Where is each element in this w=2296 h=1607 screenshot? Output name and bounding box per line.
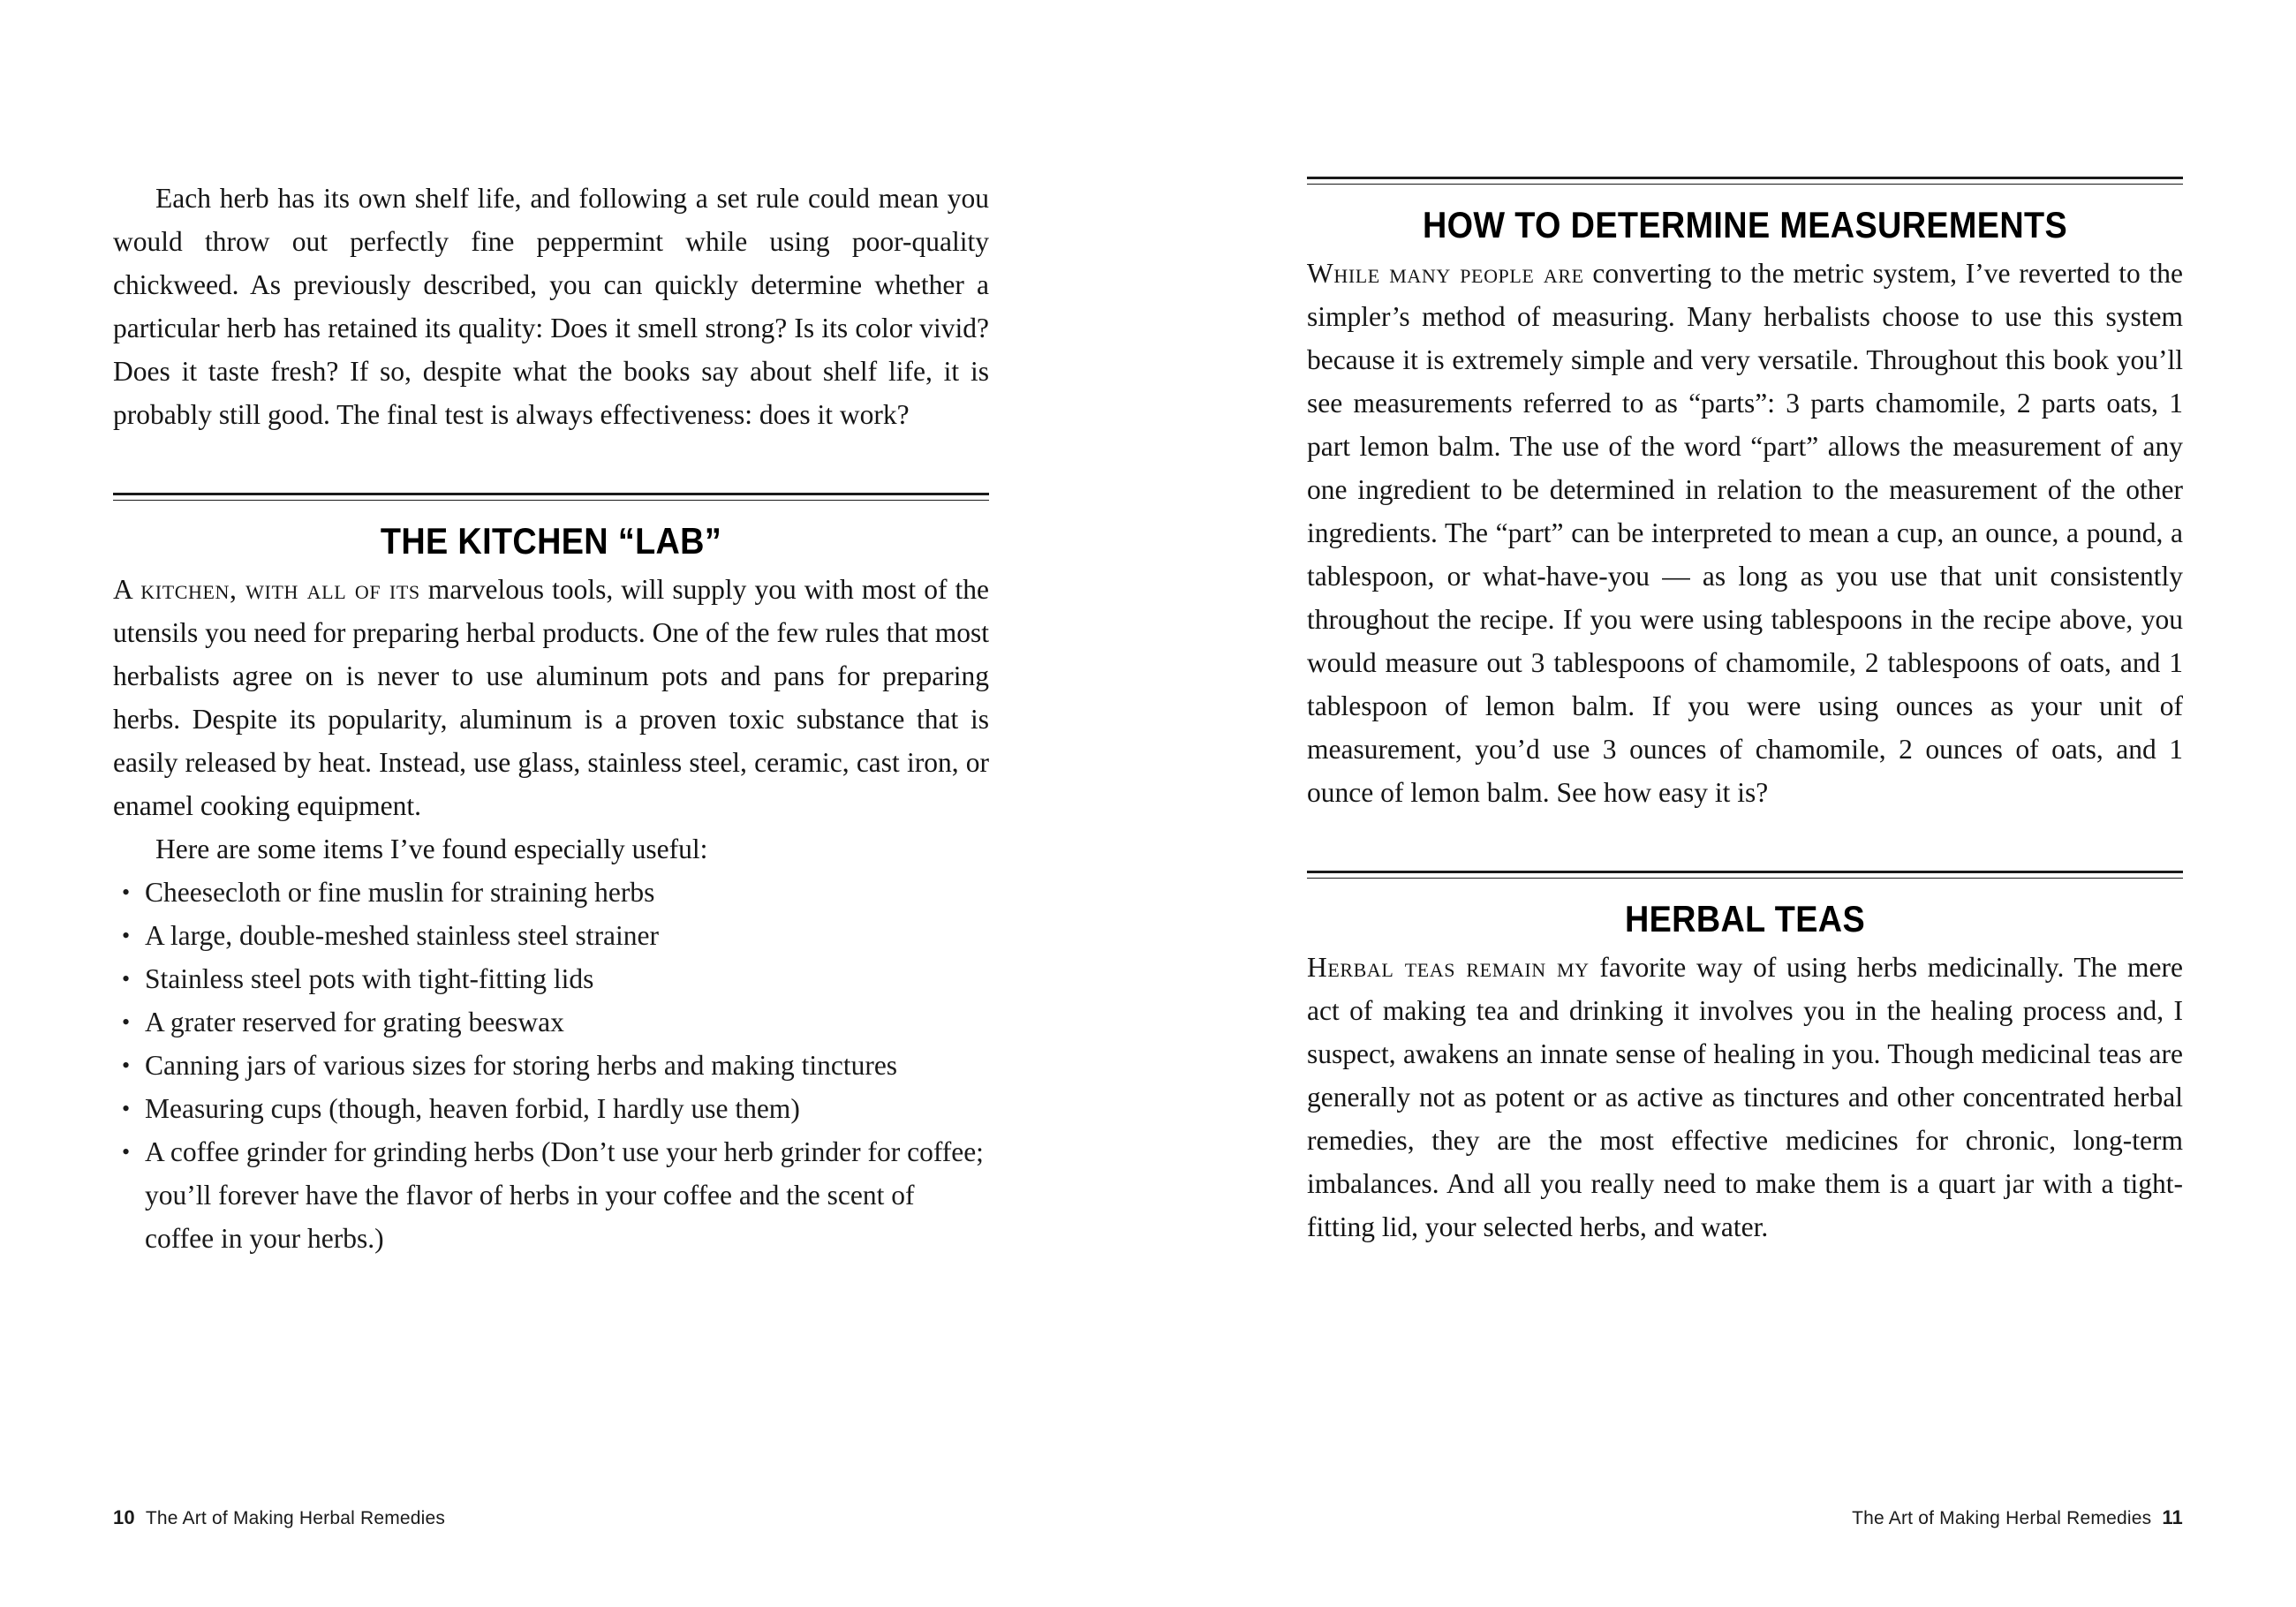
- list-item: • A large, double-meshed stainless steel strainer: [113, 914, 989, 957]
- left-opening-paragraph: Each herb has its own shelf life, and following a set rule could mean you would throw out perfectly fine peppermint while using poor-quality chickweed. As previously described, you can quickly determine whether a particular herb has retained its quality: Does it smell strong? Is its color vivid? Does it taste fresh? If so, despite what the books say about shelf life, it is probably still good. The final test is always effectiveness: does it work?: [113, 183, 989, 430]
- section-heading-herbal-teas: HERBAL TEAS: [1624, 898, 1866, 939]
- lead-smallcaps-teas: Herbal teas remain my: [1307, 952, 1590, 983]
- left-page-footer: [113, 1506, 445, 1529]
- right-page-footer: [1852, 1506, 2183, 1529]
- herbal-teas-paragraph: [1307, 946, 2183, 1249]
- lead-smallcaps-kitchen: A kitchen, with all of its: [113, 574, 420, 605]
- lead-rest-measurements: converting to the metric system, I’ve reverted to the simpler’s method of measuring. Many herbalists choose to use this system because it is extremely simple and very versatile. Throughout this book you’ll see measurements referred to as “parts”: 3 parts chamomile, 2 parts oats, 1 part lemon balm. The use of the word “part” allows the measurement of any one ingredient to be determined in relation to the measurement of the other ingredients. The “part” can be interpreted to mean a cup, an ounce, a pound, a tablespoon, or what-have-you — as long as you use that unit consistently throughout the recipe. If you were using tablespoons in the recipe above, you would measure out 3 tablespoons of chamomile, 2 tablespoons of oats, and 1 tablespoon of lemon balm. If you were using ounces as your unit of measurement, you’d use 3 ounces of chamomile, 2 ounces of oats, and 1 ounce of lemon balm. See how easy it is?: [1307, 258, 2183, 808]
- lead-smallcaps-measurements: While many people are: [1307, 258, 1584, 289]
- right-page: [1148, 0, 2296, 1607]
- running-title-right: The Art of Making Herbal Remedies: [1852, 1508, 2152, 1528]
- running-title-left: The Art of Making Herbal Remedies: [145, 1508, 446, 1528]
- list-item: • Canning jars of various sizes for storing herbs and making tinctures: [113, 1044, 989, 1087]
- section-divider-rule: [1307, 177, 2183, 185]
- list-item: • A grater reserved for grating beeswax: [113, 1000, 989, 1044]
- herbal-teas-body: [1307, 946, 2183, 1249]
- section-kitchen-lab: [113, 493, 989, 1260]
- kitchen-lab-list-intro: Here are some items I’ve found especially useful:: [155, 834, 708, 864]
- left-opening-block: [113, 177, 989, 436]
- kitchen-lab-lead-paragraph: [113, 568, 989, 871]
- page-number-right: 11: [2162, 1506, 2183, 1528]
- lead-rest-kitchen: marvelous tools, will supply you with most of the utensils you need for preparing herbal products. One of the few rules that most herbalists agree on is never to use aluminum pots and pans for preparing herbs. Despite its popularity, aluminum is a proven toxic substance that is easily released by heat. Instead, use glass, stainless steel, ceramic, cast iron, or enamel cooking equipment.: [113, 574, 989, 821]
- section-heading-measurements: HOW TO DETERMINE MEASUREMENTS: [1422, 204, 2068, 245]
- list-item: • Cheesecloth or fine muslin for straining herbs: [113, 871, 989, 914]
- kitchen-lab-lead: [113, 568, 989, 827]
- section-divider-rule: [1307, 871, 2183, 879]
- list-item: • Stainless steel pots with tight-fitting lids: [113, 957, 989, 1000]
- page-number-left: 10: [113, 1506, 135, 1528]
- section-divider-rule: [113, 493, 989, 501]
- useful-items-list: [113, 871, 989, 1260]
- lead-rest-teas: favorite way of using herbs medicinally. The mere act of making tea and drinking it involves you in the healing process and, I suspect, awakens an innate sense of healing in you. Though medicinal teas are generally not as potent or as active as tinctures and other concentrated herbal remedies, they are the most effective medicines for chronic, long-term imbalances. And all you really need to make them is a quart jar with a tight-fitting lid, your selected herbs, and water.: [1307, 952, 2183, 1242]
- list-item: • A coffee grinder for grinding herbs (Don’t use your herb grinder for coffee; you’ll forever have the flavor of herbs in your coffee and the scent of coffee in your herbs.): [113, 1130, 989, 1260]
- section-herbal-teas: [1307, 871, 2183, 1249]
- section-heading-kitchen-lab: THE KITCHEN “LAB”: [380, 520, 722, 562]
- measurements-body: [1307, 252, 2183, 814]
- list-item: • Measuring cups (though, heaven forbid, I hardly use them): [113, 1087, 989, 1130]
- section-determine-measurements: [1307, 177, 2183, 814]
- measurements-paragraph: [1307, 252, 2183, 814]
